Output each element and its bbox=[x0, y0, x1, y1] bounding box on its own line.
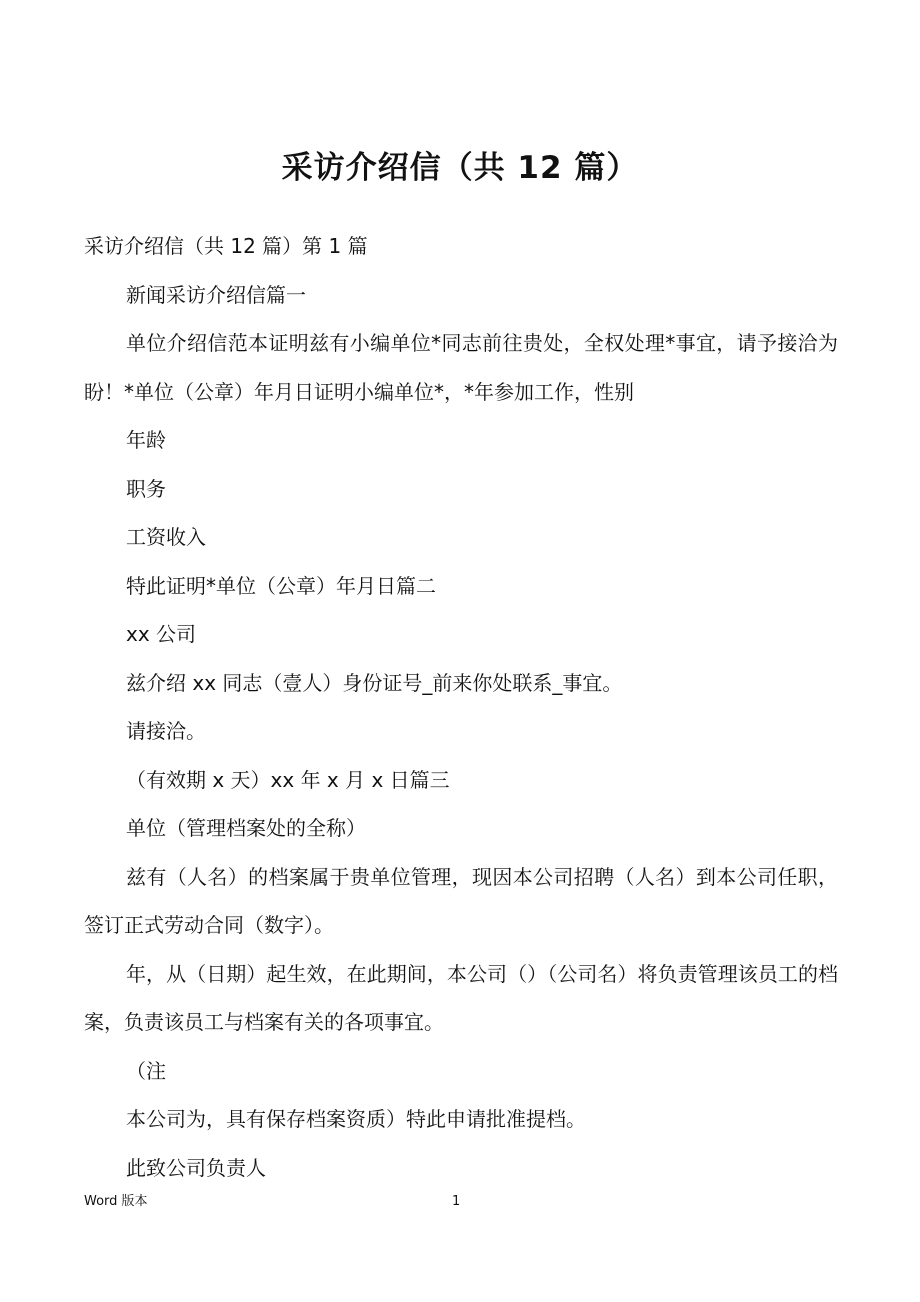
document-title: 采访介绍信（共 12 篇） bbox=[281, 150, 639, 186]
paragraph: （注 bbox=[126, 1058, 166, 1083]
paragraph: 此致公司负责人 bbox=[126, 1155, 266, 1180]
paragraph: xx 公司 bbox=[126, 622, 197, 646]
paragraph: 单位介绍信范本证明兹有小编单位*同志前往贵处，全权处理*事宜，请予接洽为盼！*单位（公章）年月日证明小编单位*，*年参加工作，性别 bbox=[84, 331, 838, 404]
footer-label: Word 版本 bbox=[84, 1194, 148, 1209]
paragraph: 兹介绍 xx 同志（壹人）身份证号_前来你处联系_事宜。 bbox=[126, 670, 623, 695]
paragraph: 新闻采访介绍信篇一 bbox=[126, 282, 306, 307]
paragraph: 职务 bbox=[126, 476, 166, 501]
paragraph: 年龄 bbox=[126, 428, 166, 452]
page-number: 1 bbox=[452, 1194, 461, 1209]
paragraph: 采访介绍信（共 12 篇）第 1 篇 bbox=[84, 234, 368, 258]
paragraph: 单位（管理档案处的全称） bbox=[126, 816, 366, 840]
paragraph: 请接洽。 bbox=[126, 719, 206, 743]
paragraph: 兹有（人名）的档案属于贵单位管理，现因本公司招聘（人名）到本公司任职，签订正式劳动合同（数字）。 bbox=[84, 864, 838, 937]
paragraph: 年，从（日期）起生效，在此期间，本公司（）（公司名）将负责管理该员工的档案，负责该员工与档案有关的各项事宜。 bbox=[84, 961, 838, 1034]
paragraph: 本公司为，具有保存档案资质）特此申请批准提档。 bbox=[126, 1107, 586, 1131]
document-body bbox=[84, 222, 838, 1192]
paragraph: （有效期 x 天）xx 年 x 月 x 日篇三 bbox=[126, 767, 450, 792]
paragraph: 特此证明*单位（公章）年月日篇二 bbox=[126, 573, 436, 598]
paragraph: 工资收入 bbox=[126, 525, 206, 549]
